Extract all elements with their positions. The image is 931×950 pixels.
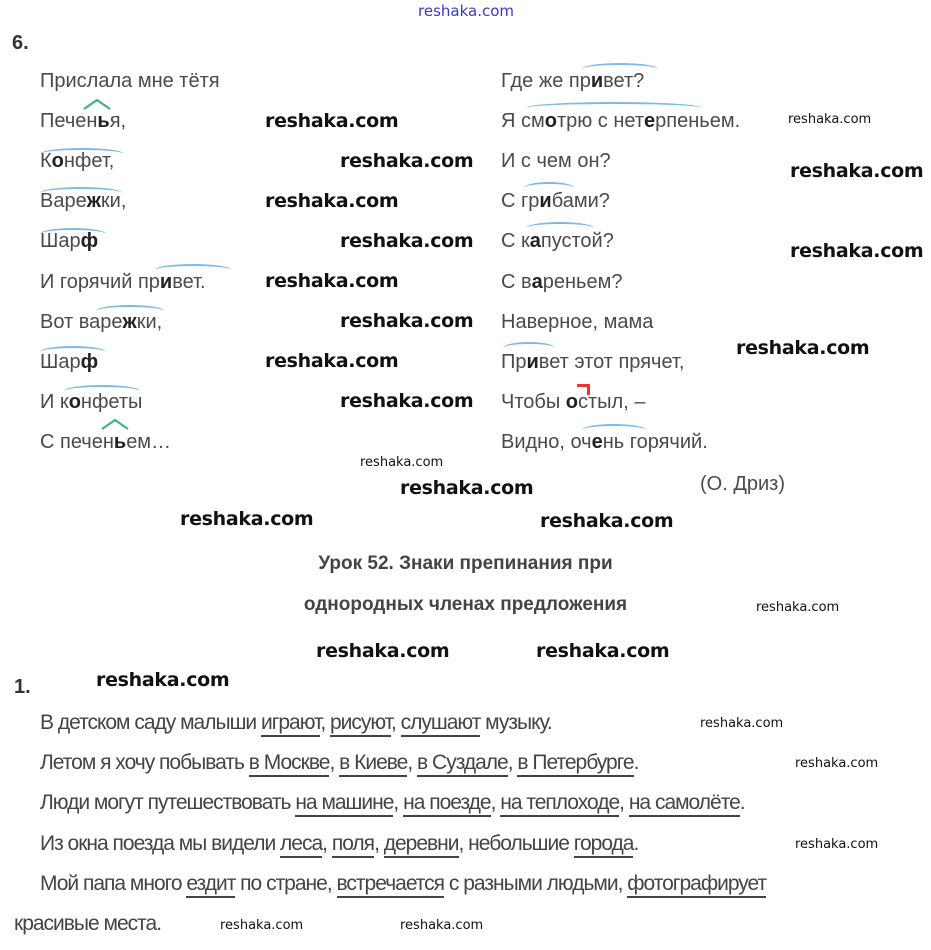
text-segment: , xyxy=(619,791,629,815)
text-line xyxy=(501,312,653,332)
watermark: reshaka.com xyxy=(340,150,474,172)
text-segment: , xyxy=(393,791,404,815)
marked-segment: и xyxy=(159,270,173,293)
soft-sign-mark-icon xyxy=(100,418,130,430)
text-segment: , xyxy=(374,831,384,855)
marked-segment: города xyxy=(574,832,634,858)
text-segment: нфет, xyxy=(63,150,115,173)
marked-segment: и xyxy=(526,350,539,373)
marked-segment: встречается xyxy=(337,872,445,898)
text-segment: Шар xyxy=(40,230,81,253)
text-segment: И горячий пр xyxy=(40,270,160,293)
watermark: reshaka.com xyxy=(340,390,474,412)
text-segment: И с чем он? xyxy=(501,150,611,173)
marked-segment: е xyxy=(644,110,656,133)
text-segment: , xyxy=(490,791,501,815)
text-segment: Мой папа много xyxy=(40,871,187,895)
text-line xyxy=(40,111,126,131)
watermark: reshaka.com xyxy=(790,240,924,262)
text-line xyxy=(501,392,645,412)
text-segment: рпеньем. xyxy=(655,110,741,133)
watermark: reshaka.com xyxy=(790,160,924,182)
text-segment: , xyxy=(507,751,518,775)
watermark: reshaka.com xyxy=(400,477,534,499)
text-line xyxy=(501,352,684,372)
marked-segment: рисуют xyxy=(330,711,391,737)
marked-segment: ь xyxy=(97,110,110,133)
watermark: reshaka.com xyxy=(340,310,474,332)
marked-segment: о xyxy=(51,150,64,173)
text-segment: реньем? xyxy=(542,270,623,293)
marked-segment: на машине xyxy=(295,791,393,817)
marked-segment: слушают xyxy=(401,711,481,737)
text-segment: , xyxy=(329,751,340,775)
text-segment: Наверное, мама xyxy=(501,310,654,333)
text-segment: , xyxy=(320,711,330,734)
watermark: reshaka.com xyxy=(756,600,840,615)
text-segment: Пр xyxy=(501,350,527,373)
text-segment: ки, xyxy=(136,310,163,333)
text-segment: , xyxy=(390,711,401,734)
text-segment: С к xyxy=(501,230,530,253)
text-segment: , небольшие xyxy=(458,831,574,855)
stress-arc xyxy=(582,424,646,436)
watermark: reshaka.com xyxy=(180,508,314,530)
text-segment: . xyxy=(633,831,639,855)
marked-segment: на теплоходе xyxy=(500,791,619,817)
watermark: reshaka.com xyxy=(700,716,784,731)
text-segment: музыку. xyxy=(480,711,552,734)
marked-segment: на самолёте xyxy=(629,791,740,817)
stress-arc xyxy=(155,264,231,276)
marked-segment: в Петербурге xyxy=(517,751,633,777)
text-segment: , xyxy=(407,751,418,775)
text-segment: ки, xyxy=(100,190,127,213)
text-segment: вет этот прячет, xyxy=(538,350,685,373)
text-segment: с разными людьми, xyxy=(444,871,628,895)
watermark: reshaka.com xyxy=(536,640,670,662)
watermark: reshaka.com xyxy=(96,669,230,691)
stress-arc xyxy=(64,385,140,397)
stress-arc xyxy=(582,63,658,75)
marked-segment: ь xyxy=(113,430,127,453)
text-line xyxy=(501,151,611,171)
text-segment: ем… xyxy=(126,430,172,453)
text-line xyxy=(40,711,552,735)
text-segment: Варе xyxy=(40,190,87,213)
stress-arc xyxy=(96,305,164,317)
marked-segment: е xyxy=(591,430,603,453)
marked-segment: о xyxy=(544,110,557,133)
marked-segment: леса xyxy=(280,832,322,858)
marked-segment: а xyxy=(529,230,541,253)
text-segment: вет. xyxy=(172,270,206,293)
text-segment: С гр xyxy=(501,190,540,213)
marked-segment: ф xyxy=(80,350,99,373)
text-line xyxy=(501,231,614,251)
watermark: reshaka.com xyxy=(265,270,399,292)
exercise-6-number: 6. xyxy=(12,32,29,54)
marked-segment: ж xyxy=(86,190,101,213)
text-segment: пустой? xyxy=(540,230,614,253)
text-segment: . xyxy=(633,751,639,775)
text-segment: Люди могут путешествовать xyxy=(40,791,296,815)
marked-segment: а xyxy=(531,270,543,293)
text-line xyxy=(501,191,610,211)
marked-segment: фотографирует xyxy=(627,872,766,898)
text-line xyxy=(40,751,638,775)
red-corner-mark-icon xyxy=(577,384,590,395)
watermark: reshaka.com xyxy=(340,230,474,252)
marked-segment: и xyxy=(539,190,552,213)
text-segment: , xyxy=(322,831,332,855)
text-line xyxy=(501,111,740,131)
text-segment: бами? xyxy=(551,190,610,213)
text-line xyxy=(501,272,622,292)
text-line xyxy=(40,832,638,856)
text-segment: красивые места. xyxy=(14,912,162,935)
marked-segment: в Суздале xyxy=(417,751,508,777)
marked-segment: и xyxy=(590,70,604,92)
soft-sign-mark-icon xyxy=(82,98,112,110)
watermark: reshaka.com xyxy=(265,110,399,132)
text-segment: И к xyxy=(40,390,69,413)
text-line xyxy=(40,71,220,91)
stress-arc xyxy=(526,102,702,114)
text-segment: вет? xyxy=(603,70,645,92)
watermark: reshaka.com xyxy=(316,640,450,662)
watermark: reshaka.com xyxy=(220,918,304,933)
text-segment: Видно, оч xyxy=(501,430,592,453)
marked-segment: ф xyxy=(80,230,99,253)
watermark: reshaka.com xyxy=(265,350,399,372)
marked-segment: в Москве xyxy=(249,751,330,777)
watermark: reshaka.com xyxy=(360,455,444,470)
text-segment: я, xyxy=(109,110,127,133)
marked-segment: деревни xyxy=(384,832,459,858)
text-line xyxy=(14,912,161,936)
exercise-1-number: 1. xyxy=(14,676,31,698)
marked-segment: в Киеве xyxy=(339,751,407,777)
watermark: reshaka.com xyxy=(540,510,674,532)
watermark: reshaka.com xyxy=(795,756,879,771)
text-segment: С печен xyxy=(40,430,114,453)
watermark: reshaka.com xyxy=(265,190,399,212)
marked-segment: о xyxy=(565,390,578,413)
poem-author: (О. Дриз) xyxy=(700,473,785,495)
stress-arc xyxy=(526,222,594,234)
marked-segment: ездит xyxy=(186,872,235,898)
text-line xyxy=(40,432,171,452)
text-segment: Прислала мне тётя xyxy=(40,70,220,92)
text-segment: Где же пр xyxy=(501,70,591,92)
text-segment: С в xyxy=(501,270,532,293)
text-segment: Я cм xyxy=(501,110,545,133)
text-segment: К xyxy=(40,150,52,173)
watermark: reshaka.com xyxy=(788,112,872,127)
text-segment: Печен xyxy=(40,110,98,133)
stress-arc xyxy=(40,346,106,358)
marked-segment: ж xyxy=(122,310,137,333)
marked-segment: поля xyxy=(332,832,374,858)
marked-segment: играют xyxy=(261,711,320,737)
text-segment: В детском саду малыши xyxy=(40,711,261,734)
text-segment: по стране, xyxy=(235,871,337,895)
text-segment: нь горячий. xyxy=(602,430,708,453)
lesson-title-line-1: Урок 52. Знаки препинания при xyxy=(318,553,613,574)
text-line xyxy=(40,872,766,896)
marked-segment: о xyxy=(68,390,81,413)
text-segment: Шар xyxy=(40,350,81,373)
marked-segment: на поезде xyxy=(403,791,490,817)
stress-arc xyxy=(40,228,106,240)
watermark: reshaka.com xyxy=(400,918,484,933)
stress-arc xyxy=(503,342,555,354)
text-segment: Из окна поезда мы видели xyxy=(40,831,281,855)
text-segment: стыл, – xyxy=(578,390,646,413)
text-segment: Чтобы xyxy=(501,390,566,413)
stress-arc xyxy=(40,148,124,160)
text-segment: трю с нет xyxy=(556,110,645,133)
top-watermark: reshaka.com xyxy=(418,2,514,20)
watermark: reshaka.com xyxy=(795,837,879,852)
lesson-title-line-2: однородных членах предложения xyxy=(303,594,628,615)
text-segment: нфеты xyxy=(80,390,143,413)
stress-arc xyxy=(40,187,122,199)
text-segment: Летом я хочу побывать xyxy=(40,751,249,775)
text-segment: . xyxy=(739,791,745,815)
watermark: reshaka.com xyxy=(736,337,870,359)
text-segment: Вот варе xyxy=(40,310,123,333)
stress-arc xyxy=(524,182,574,194)
text-line xyxy=(40,791,745,815)
